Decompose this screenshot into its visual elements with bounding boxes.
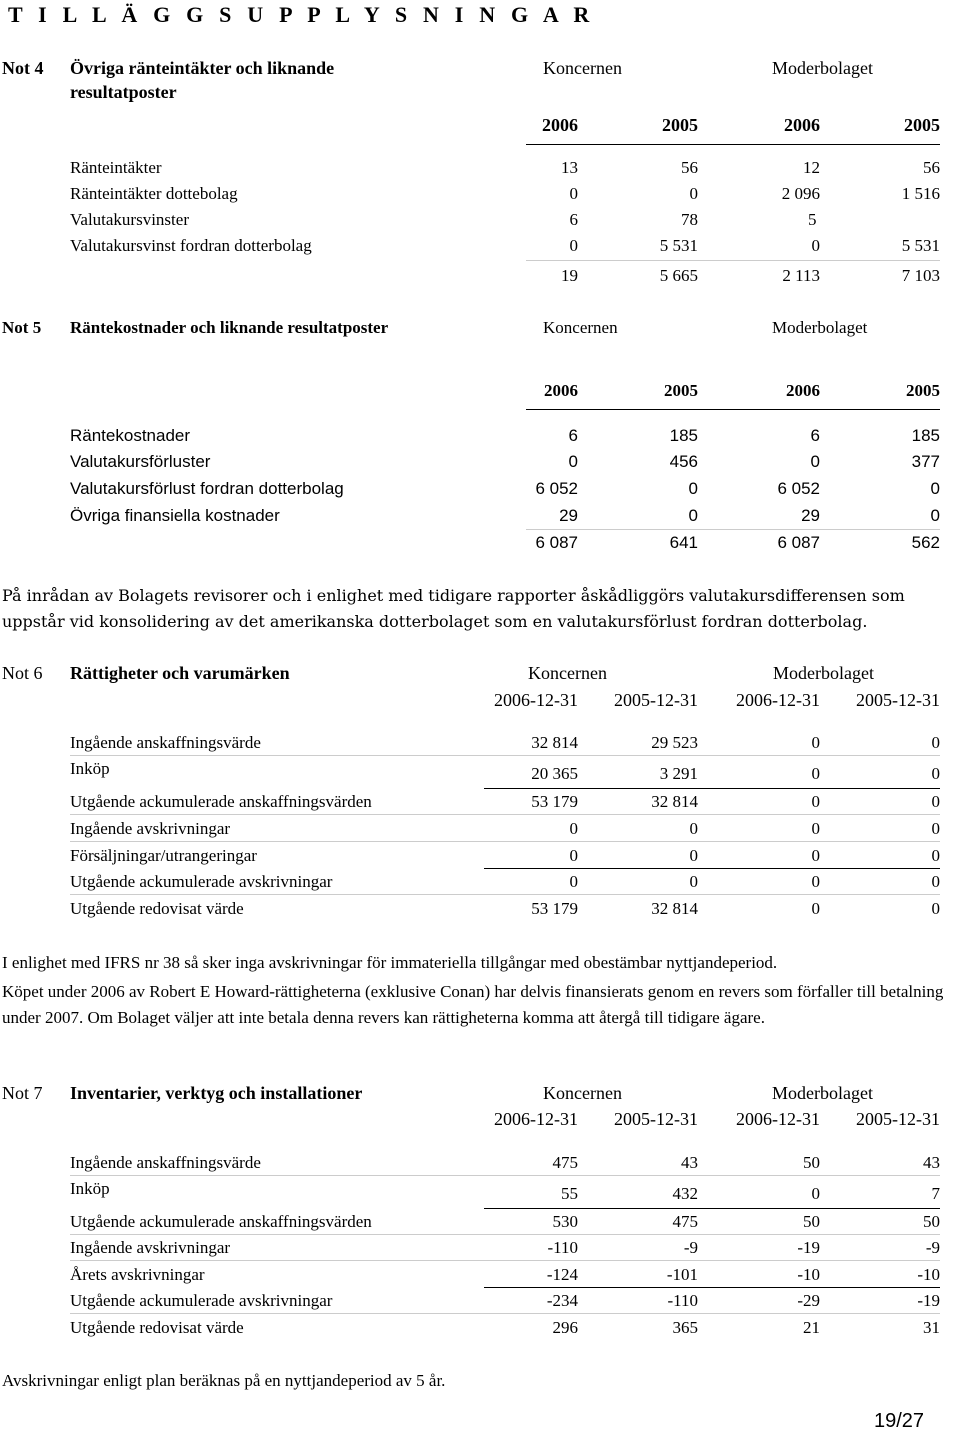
table-cell: 0 bbox=[811, 1184, 820, 1203]
note5-year: 2005 bbox=[664, 381, 698, 400]
page-title: T I L L Ä G G S U P P L Y S N I N G A R bbox=[8, 2, 595, 27]
table-cell: 365 bbox=[672, 1318, 698, 1337]
row-divider bbox=[70, 814, 940, 815]
table-row-label: Valutakursförlust fordran dotterbolag bbox=[70, 479, 344, 498]
table-row-label: Inköp bbox=[70, 1179, 110, 1198]
table-cell: 432 bbox=[672, 1184, 698, 1203]
table-cell: 377 bbox=[911, 452, 940, 471]
row-divider bbox=[70, 1175, 940, 1176]
row-divider bbox=[70, 1234, 940, 1235]
note6-paragraph-1: I enlighet med IFRS nr 38 så sker inga avskrivningar för immateriella tillgångar med obestämbar nyttjandeperiod. bbox=[2, 953, 778, 972]
table-row-label: Ingående anskaffningsvärde bbox=[70, 733, 261, 752]
row-divider bbox=[70, 1313, 940, 1314]
table-row-label: Ränteintäkter bbox=[70, 158, 162, 177]
table-cell: 50 bbox=[803, 1153, 820, 1172]
table-cell: 2 096 bbox=[781, 184, 820, 203]
table-cell: 0 bbox=[930, 479, 940, 498]
table-cell: 21 bbox=[803, 1318, 820, 1337]
note4-year: 2006 bbox=[784, 115, 820, 135]
subtotal-rule bbox=[484, 1208, 940, 1209]
note4-total: 5 665 bbox=[659, 266, 698, 285]
note5-header-rule bbox=[526, 409, 940, 410]
table-cell: -10 bbox=[797, 1265, 820, 1284]
note6-date: 2006-12-31 bbox=[736, 690, 820, 710]
table-cell: 78 bbox=[681, 210, 698, 229]
table-row-label: Utgående ackumulerade anskaffningsvärden bbox=[70, 792, 372, 811]
table-cell: 1 516 bbox=[901, 184, 940, 203]
note7-paragraph: Avskrivningar enligt plan beräknas på en nyttjandeperiod av 5 år. bbox=[2, 1371, 446, 1390]
table-cell: 0 bbox=[568, 452, 578, 471]
table-row-label: Utgående redovisat värde bbox=[70, 899, 244, 918]
note4-year: 2005 bbox=[904, 115, 940, 135]
table-cell: 7 bbox=[931, 1184, 940, 1203]
table-cell: 50 bbox=[923, 1212, 940, 1231]
subtotal-rule bbox=[484, 1287, 940, 1288]
table-cell: 0 bbox=[811, 872, 820, 891]
table-cell: 55 bbox=[561, 1184, 578, 1203]
table-cell: 0 bbox=[569, 184, 578, 203]
table-cell: -234 bbox=[546, 1291, 578, 1310]
row-divider bbox=[70, 1260, 940, 1261]
table-cell: -9 bbox=[925, 1238, 940, 1257]
note6-heading: Rättigheter och varumärken bbox=[70, 663, 290, 683]
table-row-label: Valutakursförluster bbox=[70, 452, 211, 471]
note4-total-rule bbox=[526, 260, 940, 261]
note5-heading: Räntekostnader och liknande resultatposter bbox=[70, 318, 389, 337]
table-row-label: Ingående anskaffningsvärde bbox=[70, 1153, 261, 1172]
table-cell: 0 bbox=[930, 506, 940, 525]
table-cell: 12 bbox=[803, 158, 820, 177]
table-row-label: Valutakursvinster bbox=[70, 210, 189, 229]
table-cell: 32 814 bbox=[651, 899, 698, 918]
table-cell: 0 bbox=[689, 872, 698, 891]
table-cell: 0 bbox=[931, 733, 940, 752]
table-cell: -19 bbox=[917, 1291, 940, 1310]
note4-total: 19 bbox=[561, 266, 578, 285]
table-cell: 53 179 bbox=[531, 899, 578, 918]
table-cell: -19 bbox=[797, 1238, 820, 1257]
table-cell: 5 531 bbox=[659, 236, 698, 255]
table-cell: 0 bbox=[931, 872, 940, 891]
table-row-label: Övriga finansiella kostnader bbox=[70, 506, 280, 525]
table-cell: 6 052 bbox=[535, 479, 578, 498]
note4-group-moderbolaget: Moderbolaget bbox=[772, 58, 873, 78]
subtotal-rule bbox=[484, 868, 940, 869]
note4-heading-line2: resultatposter bbox=[70, 82, 177, 102]
note5-total: 6 087 bbox=[535, 533, 578, 552]
table-cell: -124 bbox=[546, 1265, 578, 1284]
table-cell: 0 bbox=[931, 899, 940, 918]
note4-label: Not 4 bbox=[2, 58, 44, 78]
table-cell: 31 bbox=[923, 1318, 940, 1337]
table-cell: 29 bbox=[559, 506, 578, 525]
table-cell: 32 814 bbox=[531, 733, 578, 752]
table-cell: 0 bbox=[569, 846, 578, 865]
table-cell: 475 bbox=[552, 1153, 578, 1172]
table-cell: 6 052 bbox=[777, 479, 820, 498]
table-cell: 0 bbox=[569, 819, 578, 838]
table-row-label: Årets avskrivningar bbox=[70, 1265, 205, 1284]
table-row-label: Utgående redovisat värde bbox=[70, 1318, 244, 1337]
row-divider bbox=[70, 894, 940, 895]
table-cell: 0 bbox=[811, 792, 820, 811]
note5-total: 562 bbox=[911, 533, 940, 552]
table-cell: 456 bbox=[669, 452, 698, 471]
table-cell: 6 bbox=[569, 210, 578, 229]
table-cell: 29 bbox=[801, 506, 820, 525]
table-cell: 5 531 bbox=[901, 236, 940, 255]
table-cell: 0 bbox=[688, 479, 698, 498]
table-cell: 0 bbox=[811, 236, 820, 255]
table-cell: 43 bbox=[681, 1153, 698, 1172]
note5-year: 2005 bbox=[906, 381, 940, 400]
note7-date: 2006-12-31 bbox=[736, 1109, 820, 1129]
note7-date: 2005-12-31 bbox=[856, 1109, 940, 1129]
table-cell: 0 bbox=[810, 452, 820, 471]
note4-group-koncernen: Koncernen bbox=[543, 58, 622, 78]
table-cell: -110 bbox=[667, 1291, 698, 1310]
note5-group-moderbolaget: Moderbolaget bbox=[772, 318, 868, 337]
table-row-label: Valutakursvinst fordran dotterbolag bbox=[70, 236, 312, 255]
table-cell: 6 bbox=[568, 426, 578, 445]
table-cell: 530 bbox=[552, 1212, 578, 1231]
table-cell: 0 bbox=[811, 733, 820, 752]
note7-label: Not 7 bbox=[2, 1083, 43, 1103]
table-row-label: Ingående avskrivningar bbox=[70, 1238, 231, 1257]
note5-year: 2006 bbox=[544, 381, 578, 400]
table-cell: 32 814 bbox=[651, 792, 698, 811]
table-row-label: Utgående ackumulerade avskrivningar bbox=[70, 872, 333, 891]
note5-label: Not 5 bbox=[2, 318, 42, 337]
note6-group-moderbolaget: Moderbolaget bbox=[773, 663, 874, 683]
table-cell: 475 bbox=[672, 1212, 698, 1231]
table-cell: 0 bbox=[931, 819, 940, 838]
subtotal-rule bbox=[484, 788, 940, 789]
table-cell: 0 bbox=[569, 872, 578, 891]
table-row-label: Utgående ackumulerade anskaffningsvärden bbox=[70, 1212, 372, 1231]
table-row-label: Räntekostnader bbox=[70, 426, 191, 445]
table-cell: 0 bbox=[931, 846, 940, 865]
page-number: 19/27 bbox=[874, 1410, 925, 1432]
table-cell: -110 bbox=[547, 1238, 578, 1257]
table-cell: 0 bbox=[931, 764, 940, 783]
note6-paragraph-2: Köpet under 2006 av Robert E Howard-rättigheterna (exklusive Conan) har delvis finansierats genom en revers som förfaller till betalning under 2007. Om Bolaget väljer att inte betala denna revers kan rättigheterna komma att återgå till tidigare ägare. bbox=[2, 982, 944, 1027]
table-cell: 0 bbox=[569, 236, 578, 255]
table-cell: 50 bbox=[803, 1212, 820, 1231]
note6-date: 2006-12-31 bbox=[494, 690, 578, 710]
note5-year: 2006 bbox=[786, 381, 820, 400]
table-row-label: Ingående avskrivningar bbox=[70, 819, 231, 838]
table-cell: 56 bbox=[923, 158, 940, 177]
table-cell: 0 bbox=[811, 764, 820, 783]
table-cell: 0 bbox=[689, 846, 698, 865]
table-cell: 0 bbox=[811, 846, 820, 865]
note7-heading: Inventarier, verktyg och installationer bbox=[70, 1083, 363, 1103]
table-cell: 20 365 bbox=[531, 764, 578, 783]
table-cell: 0 bbox=[689, 819, 698, 838]
note5-group-koncernen: Koncernen bbox=[543, 318, 618, 337]
table-cell: 5 bbox=[808, 210, 817, 229]
table-cell: -10 bbox=[917, 1265, 940, 1284]
note4-header-rule bbox=[526, 144, 940, 145]
table-cell: 185 bbox=[669, 426, 698, 445]
note7-date: 2005-12-31 bbox=[614, 1109, 698, 1129]
note4-year: 2005 bbox=[662, 115, 698, 135]
table-cell: 0 bbox=[688, 506, 698, 525]
table-cell: -9 bbox=[683, 1238, 698, 1257]
note5-paragraph: På inrådan av Bolagets revisorer och i enlighet med tidigare rapporter åskådliggörs valutakursdifferensen som uppstår vid konsolidering av det amerikanska dotterbolaget som en valutakursförlust fordran dotterbolag. bbox=[2, 586, 905, 631]
note4-heading-line1: Övriga ränteintäkter och liknande bbox=[70, 58, 335, 78]
note7-group-moderbolaget: Moderbolaget bbox=[772, 1083, 873, 1103]
note4-total: 7 103 bbox=[901, 266, 940, 285]
table-cell: 43 bbox=[923, 1153, 940, 1172]
note7-group-koncernen: Koncernen bbox=[543, 1083, 622, 1103]
table-row-label: Utgående ackumulerade avskrivningar bbox=[70, 1291, 333, 1310]
table-cell: 29 523 bbox=[651, 733, 698, 752]
table-cell: 0 bbox=[931, 792, 940, 811]
table-cell: 6 bbox=[810, 426, 820, 445]
table-cell: 56 bbox=[681, 158, 698, 177]
note5-total: 6 087 bbox=[777, 533, 820, 552]
note6-label: Not 6 bbox=[2, 663, 43, 683]
table-cell: 13 bbox=[561, 158, 578, 177]
table-cell: 3 291 bbox=[659, 764, 698, 783]
note5-total-rule bbox=[526, 529, 940, 530]
table-row-label: Försäljningar/utrangeringar bbox=[70, 846, 257, 865]
table-cell: 296 bbox=[552, 1318, 578, 1337]
note6-date: 2005-12-31 bbox=[614, 690, 698, 710]
note6-date: 2005-12-31 bbox=[856, 690, 940, 710]
table-cell: 0 bbox=[811, 899, 820, 918]
note4-total: 2 113 bbox=[782, 266, 820, 285]
note7-date: 2006-12-31 bbox=[494, 1109, 578, 1129]
table-cell: 0 bbox=[811, 819, 820, 838]
table-cell: 0 bbox=[689, 184, 698, 203]
table-row-label: Inköp bbox=[70, 759, 110, 778]
table-cell: -29 bbox=[797, 1291, 820, 1310]
table-cell: 185 bbox=[911, 426, 940, 445]
table-row-label: Ränteintäkter dottebolag bbox=[70, 184, 238, 203]
note5-total: 641 bbox=[669, 533, 698, 552]
table-cell: -101 bbox=[666, 1265, 698, 1284]
row-divider bbox=[70, 841, 940, 842]
row-divider bbox=[70, 755, 940, 756]
note6-group-koncernen: Koncernen bbox=[528, 663, 607, 683]
note4-year: 2006 bbox=[542, 115, 578, 135]
table-cell: 53 179 bbox=[531, 792, 578, 811]
